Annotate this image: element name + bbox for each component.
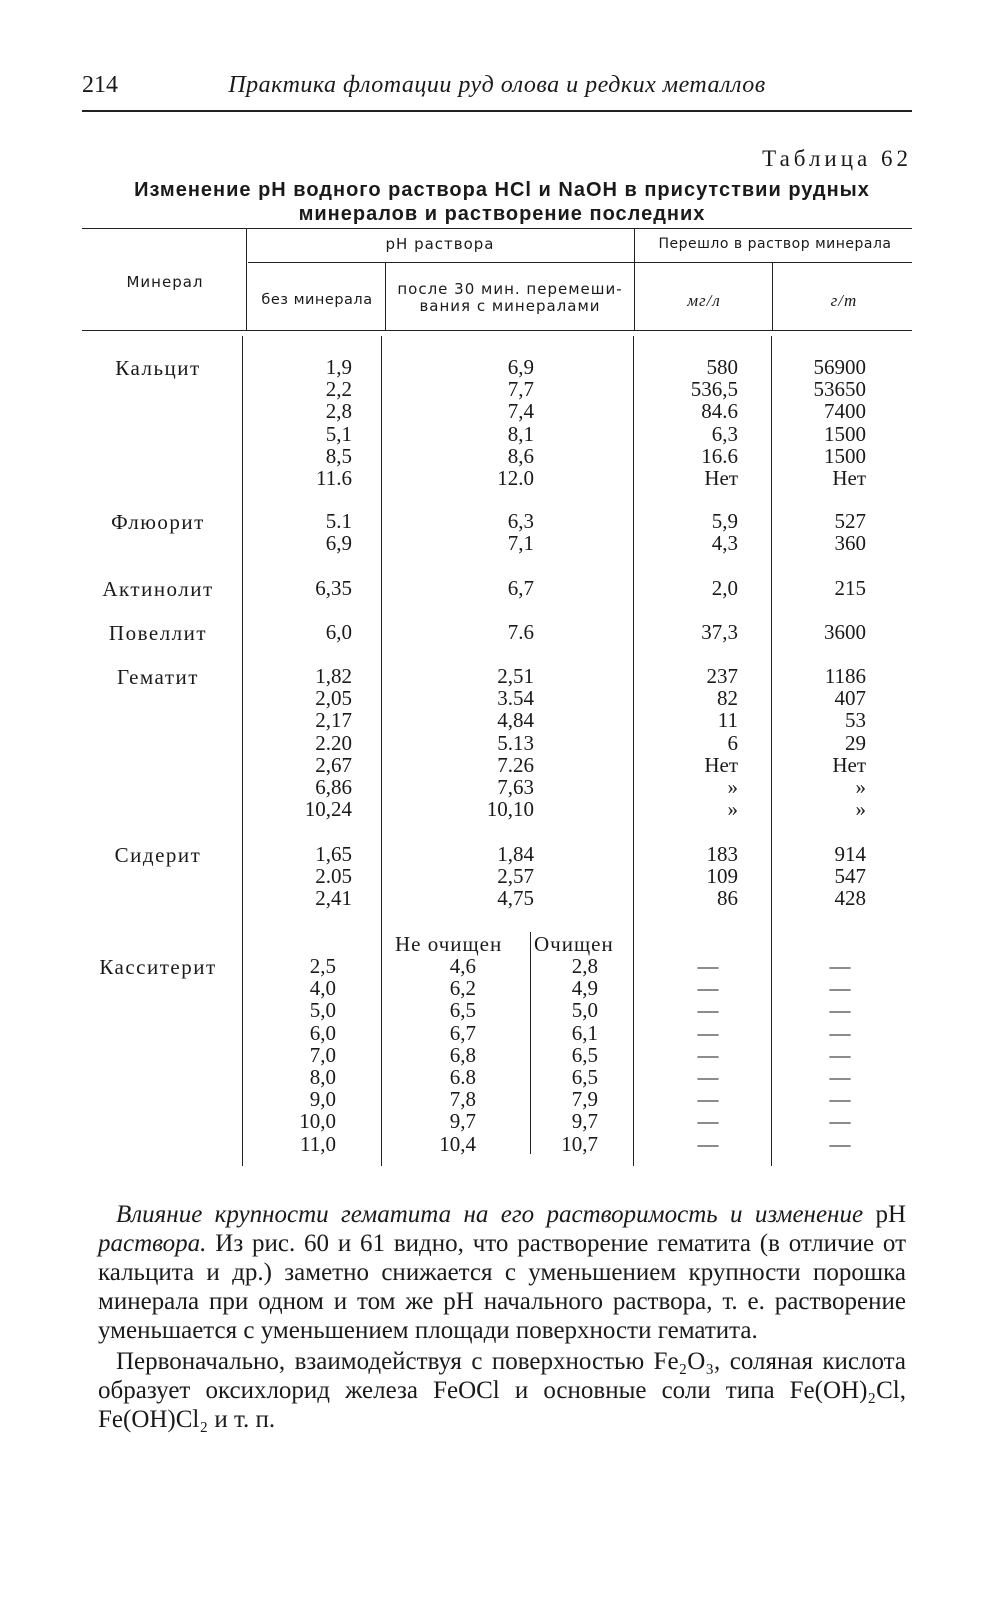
- running-title: Практика флотации руд олова и редких металлов: [228, 72, 766, 98]
- page-number: 214: [82, 72, 118, 98]
- cell-ph30: 8,1: [507, 421, 534, 446]
- header-sub-rule: [248, 262, 912, 263]
- cell-ph0: 10,0: [299, 1109, 336, 1134]
- cell-mgl: 82: [717, 686, 738, 711]
- cell-not-cleaned: 9,7: [449, 1109, 476, 1134]
- cell-gt: —: [829, 1042, 851, 1067]
- table-label: Таблица 62: [762, 146, 912, 171]
- cell-gt: —: [829, 976, 851, 1001]
- cell-ph0: 4,0: [309, 976, 336, 1001]
- mineral-name: Гематит: [117, 665, 199, 689]
- cell-not-cleaned: 6,8: [449, 1042, 476, 1067]
- body-vline-2: [381, 336, 382, 1166]
- cell-not-cleaned: 6.8: [449, 1065, 476, 1089]
- cell-gt: 53650: [813, 377, 866, 402]
- cell-gt: 1186: [824, 664, 866, 688]
- table-top-rule: [82, 228, 912, 229]
- cell-not-cleaned: 6,2: [449, 976, 476, 1001]
- header-bottom-rule: [82, 330, 912, 331]
- cell-mgl: 6,3: [711, 421, 738, 446]
- cell-ph30: 4,84: [497, 708, 534, 733]
- header-mgl: мг/л: [687, 291, 721, 310]
- cell-mgl: 580: [706, 355, 738, 379]
- header-vline-4: [772, 262, 773, 330]
- mineral-name: Повеллит: [108, 621, 208, 645]
- cell-ph0: 5.1: [325, 509, 352, 533]
- cell-gt: 53: [845, 708, 866, 733]
- cell-gt: 56900: [813, 355, 866, 379]
- cell-cleaned: 4,9: [571, 976, 598, 1001]
- paragraph-1: [98, 1200, 906, 1345]
- mineral-name: Актинолит: [102, 577, 214, 601]
- mineral-name: Кальцит: [115, 356, 201, 380]
- cell-ph0: 6,9: [325, 531, 352, 556]
- cell-mgl: 6: [727, 730, 738, 755]
- mineral-name: Флюорит: [111, 510, 205, 534]
- cell-ph0: 6,86: [315, 775, 352, 799]
- cell-mgl: 5,9: [711, 509, 738, 533]
- body-vline-1: [242, 336, 243, 1166]
- body-vline-4: [771, 336, 772, 1166]
- cell-gt: —: [829, 998, 851, 1023]
- paragraph-1-italic-2: раствора.: [98, 1230, 207, 1257]
- cell-mgl: —: [697, 1065, 719, 1089]
- cell-cleaned: 9,7: [571, 1109, 598, 1134]
- cell-ph30: 7.6: [507, 620, 534, 644]
- cell-gt: 1500: [824, 421, 866, 446]
- cell-ph0: 2,05: [315, 686, 352, 711]
- cell-mgl: »: [727, 775, 738, 799]
- cell-mgl: —: [697, 1087, 719, 1112]
- cell-mgl: 4,3: [711, 531, 738, 556]
- cell-cleaned: 6,5: [571, 1065, 598, 1089]
- cell-mgl: 84.6: [701, 399, 738, 424]
- sub-header-cleaned: Очищен: [534, 932, 614, 956]
- header-ph: pH раствора: [385, 235, 495, 253]
- header-after-30-line-2: вания с минералами: [419, 297, 601, 315]
- table-title-line-1: Изменение pH водного раствора HCl и NaOH в присутствии рудных: [134, 179, 870, 201]
- cell-ph0: 8,0: [309, 1065, 336, 1089]
- cell-ph0: 9,0: [309, 1087, 336, 1112]
- cell-cleaned: 2,8: [571, 954, 598, 978]
- cell-ph30: 8,6: [507, 443, 534, 468]
- cell-gt: 360: [834, 531, 866, 556]
- cell-mgl: 109: [706, 864, 738, 889]
- sub-header-not-cleaned: Не очищен: [395, 932, 503, 956]
- cell-gt: —: [829, 1109, 851, 1134]
- cell-cleaned: 6,5: [571, 1042, 598, 1067]
- cell-not-cleaned: 10,4: [439, 1131, 476, 1156]
- body-vline-3: [633, 336, 634, 1166]
- cell-gt: »: [855, 775, 866, 799]
- cell-ph30: 7,7: [507, 377, 534, 402]
- cell-mgl: —: [697, 1109, 719, 1134]
- paragraph-2: Первоначально, взаимодействуя с поверхностью Fe₂O₃, соляная кислота образует оксихлорид железа FeOCl и основные соли типа Fe(OH)₂Cl, Fe(OH)Cl₂ и т. п.: [98, 1348, 906, 1433]
- cell-gt: 3600: [824, 620, 866, 644]
- cell-mgl: 11: [717, 708, 738, 733]
- cell-ph30: 5.13: [497, 730, 534, 755]
- cell-mgl: »: [727, 797, 738, 822]
- cell-not-cleaned: 7,8: [449, 1087, 476, 1112]
- cell-gt: Нет: [832, 752, 866, 777]
- cell-mgl: 237: [706, 664, 738, 688]
- cell-mgl: 37,3: [701, 620, 738, 644]
- table-title-line-2: минералов и растворение последних: [298, 203, 706, 225]
- cell-cleaned: 10,7: [561, 1131, 598, 1156]
- cell-ph30: 2,51: [497, 664, 534, 688]
- header-after-30-line-1: после 30 мин. перемеши-: [397, 280, 623, 298]
- header-vline-3: [634, 228, 635, 330]
- cell-ph0: 2,17: [315, 708, 352, 733]
- cell-gt: 547: [834, 864, 866, 889]
- cell-mgl: 86: [717, 886, 738, 911]
- cell-ph30: 7,4: [507, 399, 534, 424]
- paragraph-1-ph: pH: [875, 1201, 906, 1228]
- cell-ph0: 7,0: [309, 1042, 336, 1067]
- paragraph-1-italic: Влияние крупности гематита на его растворимость и изменение: [116, 1201, 864, 1228]
- cell-ph30: 3.54: [497, 686, 534, 711]
- cell-ph0: 6,0: [309, 1020, 336, 1045]
- cell-mgl: 183: [706, 842, 738, 866]
- header-after-30: [388, 281, 632, 315]
- cell-mgl: Нет: [704, 466, 738, 490]
- cell-ph0: 1,82: [315, 664, 352, 688]
- cassiterite-sub-vline: [530, 932, 531, 1154]
- cell-gt: 1500: [824, 443, 866, 468]
- cell-mgl: 536,5: [690, 377, 738, 402]
- cell-gt: 428: [834, 886, 866, 911]
- paragraph-1-rest: Из рис. 60 и 61 видно, что растворение гематита (в отличие от кальцита и др.) заметно снижается с уменьшением крупности порошка минерала при одном и том же pH начального раствора, т. е. растворение уменьшается с уменьшением площади поверхности гематита.: [98, 1230, 907, 1344]
- header-vline-1: [246, 228, 247, 330]
- cell-gt: 215: [834, 576, 866, 600]
- cell-ph30: 2,57: [497, 864, 534, 889]
- cell-cleaned: 5,0: [571, 998, 598, 1023]
- cell-mgl: 2,0: [711, 576, 738, 600]
- cell-ph0: 2,41: [315, 886, 352, 911]
- cell-cleaned: 7,9: [571, 1087, 598, 1112]
- cell-ph30: 6,3: [507, 509, 534, 533]
- cell-ph30: 6,9: [507, 355, 534, 379]
- cell-ph0: 2.20: [315, 730, 352, 755]
- cell-ph30: 10,10: [486, 797, 534, 822]
- header-no-mineral: без минерала: [261, 292, 373, 308]
- cell-gt: —: [829, 1087, 851, 1112]
- cell-gt: 527: [834, 509, 866, 533]
- cell-not-cleaned: 4,6: [449, 954, 476, 978]
- cell-ph0: 6,35: [315, 576, 352, 600]
- cell-ph30: 4,75: [497, 886, 534, 911]
- cell-gt: 407: [834, 686, 866, 711]
- cell-ph30: 1,84: [497, 842, 534, 866]
- cell-not-cleaned: 6,5: [449, 998, 476, 1023]
- cell-mgl: —: [697, 998, 719, 1023]
- cell-gt: 7400: [824, 399, 866, 424]
- cell-mgl: Нет: [704, 752, 738, 777]
- header-rule: [82, 110, 912, 112]
- cell-ph30: 7,1: [507, 531, 534, 556]
- cell-ph0: 8,5: [325, 443, 352, 468]
- header-mineral: Минерал: [126, 273, 204, 291]
- cell-ph0: 10,24: [304, 797, 352, 822]
- cell-ph0: 11,0: [300, 1131, 336, 1156]
- cell-ph0: 2,67: [315, 752, 352, 777]
- mineral-name: Сидерит: [114, 843, 202, 867]
- cell-gt: 914: [834, 842, 866, 866]
- cell-mgl: —: [697, 1020, 719, 1045]
- cell-ph30: 12.0: [497, 466, 534, 490]
- mineral-name: Касситерит: [99, 955, 217, 979]
- cell-ph0: 5,1: [325, 421, 352, 446]
- cell-ph0: 2,5: [309, 954, 336, 978]
- cell-ph0: 2,8: [325, 399, 352, 424]
- cell-ph0: 5,0: [309, 998, 336, 1023]
- page-header: [82, 72, 912, 112]
- cell-gt: 29: [845, 730, 866, 755]
- cell-ph0: 11.6: [316, 466, 352, 490]
- cell-gt: »: [855, 797, 866, 822]
- table-title: [82, 178, 922, 226]
- header-vline-2: [385, 262, 386, 330]
- cell-mgl: —: [697, 954, 719, 978]
- cell-mgl: —: [697, 1131, 719, 1156]
- cell-gt: —: [829, 1065, 851, 1089]
- cell-ph0: 2.05: [315, 864, 352, 889]
- cell-gt: Нет: [832, 466, 866, 490]
- body-text: [98, 1200, 906, 1434]
- cell-ph0: 1,9: [325, 355, 352, 379]
- cell-ph30: 7.26: [497, 752, 534, 777]
- cell-gt: —: [829, 954, 851, 978]
- cell-ph0: 6,0: [325, 620, 352, 644]
- cell-ph30: 6,7: [507, 576, 534, 600]
- cell-mgl: 16.6: [701, 443, 738, 468]
- cell-ph0: 1,65: [315, 842, 352, 866]
- cell-cleaned: 6,1: [571, 1020, 598, 1045]
- cell-mgl: —: [697, 1042, 719, 1067]
- cell-gt: —: [829, 1020, 851, 1045]
- header-dissolved: Перешло в раствор минерала: [658, 236, 892, 252]
- cell-gt: —: [829, 1131, 851, 1156]
- cell-mgl: —: [697, 976, 719, 1001]
- cell-ph0: 2,2: [325, 377, 352, 402]
- cell-ph30: 7,63: [497, 775, 534, 799]
- header-gt: г/т: [830, 291, 858, 310]
- cell-not-cleaned: 6,7: [449, 1020, 476, 1045]
